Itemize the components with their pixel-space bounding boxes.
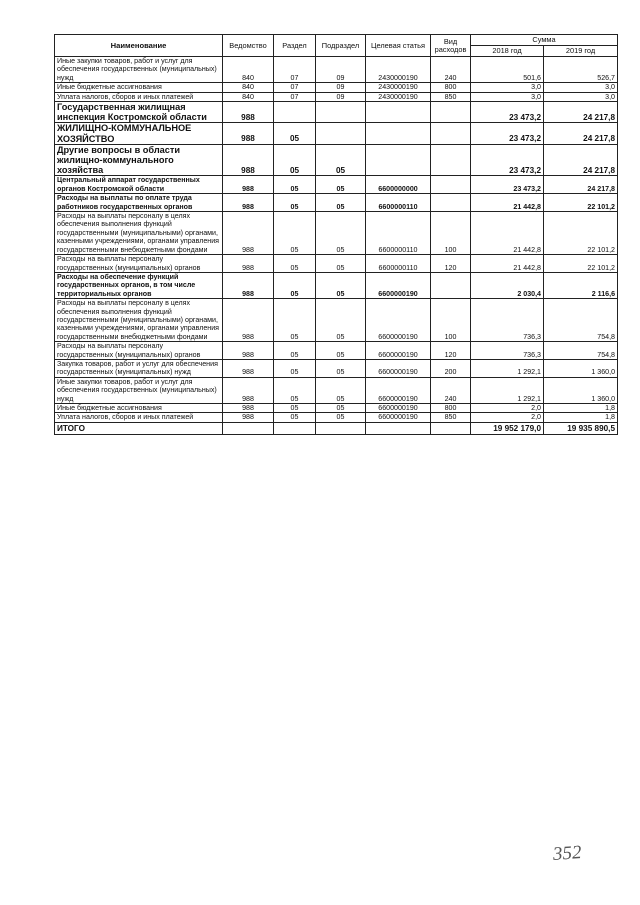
row-vedomstvo: 988 <box>223 342 274 360</box>
budget-table <box>54 34 618 435</box>
row-celevaya-statya: 6600000190 <box>366 359 431 377</box>
table-total <box>55 422 618 434</box>
row-vedomstvo: 988 <box>223 102 274 123</box>
row-name: Расходы на выплаты персоналу в целях обеспечения выполнения функций государственными (муниципальными) органами, казенными учреждениями, органами управления государственными внебюджетными фондами <box>55 299 223 342</box>
row-sum-2019: 24 217,8 <box>544 102 618 123</box>
row-podrazdel: 09 <box>316 57 366 83</box>
row-vid-rashodov: 100 <box>431 212 471 255</box>
row-sum-2019: 22 101,2 <box>544 255 618 273</box>
table-row <box>55 272 618 298</box>
table-row <box>55 176 618 194</box>
row-vid-rashodov: 120 <box>431 255 471 273</box>
row-vedomstvo: 988 <box>223 194 274 212</box>
row-sum-2019: 754,8 <box>544 299 618 342</box>
row-razdel: 05 <box>274 176 316 194</box>
row-name: Государственная жилищная инспекция Костромской области <box>55 102 223 123</box>
row-vedomstvo: 988 <box>223 359 274 377</box>
row-vedomstvo: 840 <box>223 57 274 83</box>
table-body <box>55 57 618 423</box>
row-vid-rashodov: 240 <box>431 377 471 403</box>
row-celevaya-statya: 6600000000 <box>366 176 431 194</box>
row-razdel: 05 <box>274 404 316 413</box>
row-podrazdel: 05 <box>316 342 366 360</box>
row-celevaya-statya: 6600000110 <box>366 212 431 255</box>
row-sum-2018: 3,0 <box>471 92 544 101</box>
row-vedomstvo: 840 <box>223 92 274 101</box>
table-row <box>55 255 618 273</box>
row-sum-2019: 754,8 <box>544 342 618 360</box>
row-podrazdel: 05 <box>316 194 366 212</box>
row-razdel: 07 <box>274 83 316 92</box>
row-razdel: 05 <box>274 194 316 212</box>
row-celevaya-statya: 6600000110 <box>366 194 431 212</box>
row-celevaya-statya: 6600000190 <box>366 299 431 342</box>
row-podrazdel: 05 <box>316 359 366 377</box>
row-razdel: 05 <box>274 299 316 342</box>
row-celevaya-statya: 6600000190 <box>366 413 431 422</box>
row-vid-rashodov: 100 <box>431 299 471 342</box>
row-celevaya-statya <box>366 123 431 144</box>
row-vid-rashodov <box>431 102 471 123</box>
row-podrazdel: 09 <box>316 92 366 101</box>
table-row <box>55 404 618 413</box>
row-sum-2019: 1 360,0 <box>544 377 618 403</box>
table-row <box>55 194 618 212</box>
row-name: Уплата налогов, сборов и иных платежей <box>55 413 223 422</box>
row-vid-rashodov: 200 <box>431 359 471 377</box>
row-podrazdel: 05 <box>316 404 366 413</box>
row-vid-rashodov <box>431 176 471 194</box>
row-vid-rashodov: 120 <box>431 342 471 360</box>
row-sum-2019: 3,0 <box>544 92 618 101</box>
table-row <box>55 299 618 342</box>
row-celevaya-statya <box>366 102 431 123</box>
header-year-2018: 2018 год <box>471 46 544 57</box>
row-razdel <box>274 102 316 123</box>
total-2018: 19 952 179,0 <box>471 422 544 434</box>
row-razdel: 05 <box>274 123 316 144</box>
row-razdel: 05 <box>274 377 316 403</box>
row-vid-rashodov <box>431 123 471 144</box>
row-podrazdel <box>316 123 366 144</box>
row-celevaya-statya: 6600000110 <box>366 255 431 273</box>
row-razdel: 05 <box>274 255 316 273</box>
row-sum-2018: 23 473,2 <box>471 123 544 144</box>
row-podrazdel: 05 <box>316 272 366 298</box>
row-sum-2019: 1,8 <box>544 404 618 413</box>
row-sum-2019: 24 217,8 <box>544 176 618 194</box>
row-vid-rashodov <box>431 272 471 298</box>
row-sum-2018: 23 473,2 <box>471 144 544 176</box>
row-name: Расходы на выплаты персоналу государственных (муниципальных) органов <box>55 255 223 273</box>
row-name: Иные закупки товаров, работ и услуг для обеспечения государственных (муниципальных) нужд <box>55 57 223 83</box>
row-sum-2019: 1 360,0 <box>544 359 618 377</box>
row-razdel: 05 <box>274 413 316 422</box>
row-podrazdel: 05 <box>316 255 366 273</box>
row-sum-2018: 2,0 <box>471 404 544 413</box>
row-sum-2019: 526,7 <box>544 57 618 83</box>
row-vid-rashodov: 240 <box>431 57 471 83</box>
table-row <box>55 342 618 360</box>
table-row <box>55 413 618 422</box>
table-row <box>55 102 618 123</box>
row-vedomstvo: 988 <box>223 123 274 144</box>
row-sum-2018: 1 292,1 <box>471 359 544 377</box>
row-name: Иные бюджетные ассигнования <box>55 83 223 92</box>
table-row <box>55 83 618 92</box>
row-celevaya-statya: 2430000190 <box>366 83 431 92</box>
row-razdel: 05 <box>274 359 316 377</box>
row-vedomstvo: 988 <box>223 176 274 194</box>
row-name: Иные закупки товаров, работ и услуг для обеспечения государственных (муниципальных) нужд <box>55 377 223 403</box>
row-sum-2018: 736,3 <box>471 299 544 342</box>
row-sum-2018: 23 473,2 <box>471 102 544 123</box>
row-sum-2018: 3,0 <box>471 83 544 92</box>
row-razdel: 07 <box>274 57 316 83</box>
row-vid-rashodov: 800 <box>431 404 471 413</box>
table-row <box>55 377 618 403</box>
row-vedomstvo: 840 <box>223 83 274 92</box>
row-sum-2019: 22 101,2 <box>544 212 618 255</box>
row-podrazdel: 05 <box>316 176 366 194</box>
table-row <box>55 92 618 101</box>
row-celevaya-statya: 2430000190 <box>366 92 431 101</box>
table-row <box>55 359 618 377</box>
row-sum-2018: 1 292,1 <box>471 377 544 403</box>
row-podrazdel: 05 <box>316 413 366 422</box>
total-2019: 19 935 890,5 <box>544 422 618 434</box>
row-sum-2018: 21 442,8 <box>471 194 544 212</box>
row-sum-2019: 24 217,8 <box>544 123 618 144</box>
row-vedomstvo: 988 <box>223 212 274 255</box>
table-row <box>55 57 618 83</box>
table-row <box>55 123 618 144</box>
header-razdel: Раздел <box>274 35 316 57</box>
row-vedomstvo: 988 <box>223 144 274 176</box>
row-vedomstvo: 988 <box>223 299 274 342</box>
header-celevaya-statya: Целевая статья <box>366 35 431 57</box>
row-name: Другие вопросы в области жилищно-коммунального хозяйства <box>55 144 223 176</box>
row-vedomstvo: 988 <box>223 413 274 422</box>
row-celevaya-statya: 2430000190 <box>366 57 431 83</box>
row-razdel: 05 <box>274 342 316 360</box>
row-celevaya-statya: 6600000190 <box>366 377 431 403</box>
row-name: Расходы на обеспечение функций государственных органов, в том числе территориальных органов <box>55 272 223 298</box>
row-sum-2018: 736,3 <box>471 342 544 360</box>
header-vid-rashodov: Вид расходов <box>431 35 471 57</box>
row-vid-rashodov: 850 <box>431 413 471 422</box>
row-name: Расходы на выплаты персоналу в целях обеспечения выполнения функций государственными (муниципальными) органами, казенными учреждениями, органами управления государственными внебюджетными фондами <box>55 212 223 255</box>
row-name: Иные бюджетные ассигнования <box>55 404 223 413</box>
page-number: 352 <box>552 842 583 865</box>
row-celevaya-statya: 6600000190 <box>366 272 431 298</box>
row-sum-2018: 501,6 <box>471 57 544 83</box>
row-podrazdel: 05 <box>316 377 366 403</box>
row-razdel: 05 <box>274 212 316 255</box>
row-vid-rashodov <box>431 194 471 212</box>
row-vedomstvo: 988 <box>223 255 274 273</box>
row-sum-2018: 21 442,8 <box>471 212 544 255</box>
row-sum-2019: 2 116,6 <box>544 272 618 298</box>
row-sum-2018: 23 473,2 <box>471 176 544 194</box>
row-name: ЖИЛИЩНО-КОММУНАЛЬНОЕ ХОЗЯЙСТВО <box>55 123 223 144</box>
row-vid-rashodov: 850 <box>431 92 471 101</box>
row-vedomstvo: 988 <box>223 404 274 413</box>
row-podrazdel: 09 <box>316 83 366 92</box>
row-sum-2019: 1,8 <box>544 413 618 422</box>
row-podrazdel: 05 <box>316 144 366 176</box>
row-podrazdel: 05 <box>316 212 366 255</box>
row-name: Уплата налогов, сборов и иных платежей <box>55 92 223 101</box>
row-razdel: 05 <box>274 272 316 298</box>
row-name: Расходы на выплаты по оплате труда работников государственных органов <box>55 194 223 212</box>
row-vid-rashodov: 800 <box>431 83 471 92</box>
header-year-2019: 2019 год <box>544 46 618 57</box>
row-podrazdel <box>316 102 366 123</box>
header-podrazdel: Подраздел <box>316 35 366 57</box>
total-row <box>55 422 618 434</box>
row-vedomstvo: 988 <box>223 272 274 298</box>
header-vedomstvo: Ведомство <box>223 35 274 57</box>
row-name: Расходы на выплаты персоналу государственных (муниципальных) органов <box>55 342 223 360</box>
row-celevaya-statya: 6600000190 <box>366 404 431 413</box>
row-celevaya-statya <box>366 144 431 176</box>
row-celevaya-statya: 6600000190 <box>366 342 431 360</box>
row-razdel: 05 <box>274 144 316 176</box>
total-label: ИТОГО <box>55 422 223 434</box>
header-name: Наименование <box>55 35 223 57</box>
row-podrazdel: 05 <box>316 299 366 342</box>
table-row <box>55 212 618 255</box>
row-razdel: 07 <box>274 92 316 101</box>
budget-page <box>54 34 617 435</box>
row-sum-2018: 2,0 <box>471 413 544 422</box>
row-vedomstvo: 988 <box>223 377 274 403</box>
row-sum-2018: 21 442,8 <box>471 255 544 273</box>
row-name: Центральный аппарат государственных органов Костромской области <box>55 176 223 194</box>
row-sum-2019: 22 101,2 <box>544 194 618 212</box>
row-vid-rashodov <box>431 144 471 176</box>
row-sum-2019: 24 217,8 <box>544 144 618 176</box>
header-summa: Сумма <box>471 35 618 46</box>
table-header <box>55 35 618 57</box>
row-name: Закупка товаров, работ и услуг для обеспечения государственных (муниципальных) нужд <box>55 359 223 377</box>
row-sum-2018: 2 030,4 <box>471 272 544 298</box>
row-sum-2019: 3,0 <box>544 83 618 92</box>
table-row <box>55 144 618 176</box>
